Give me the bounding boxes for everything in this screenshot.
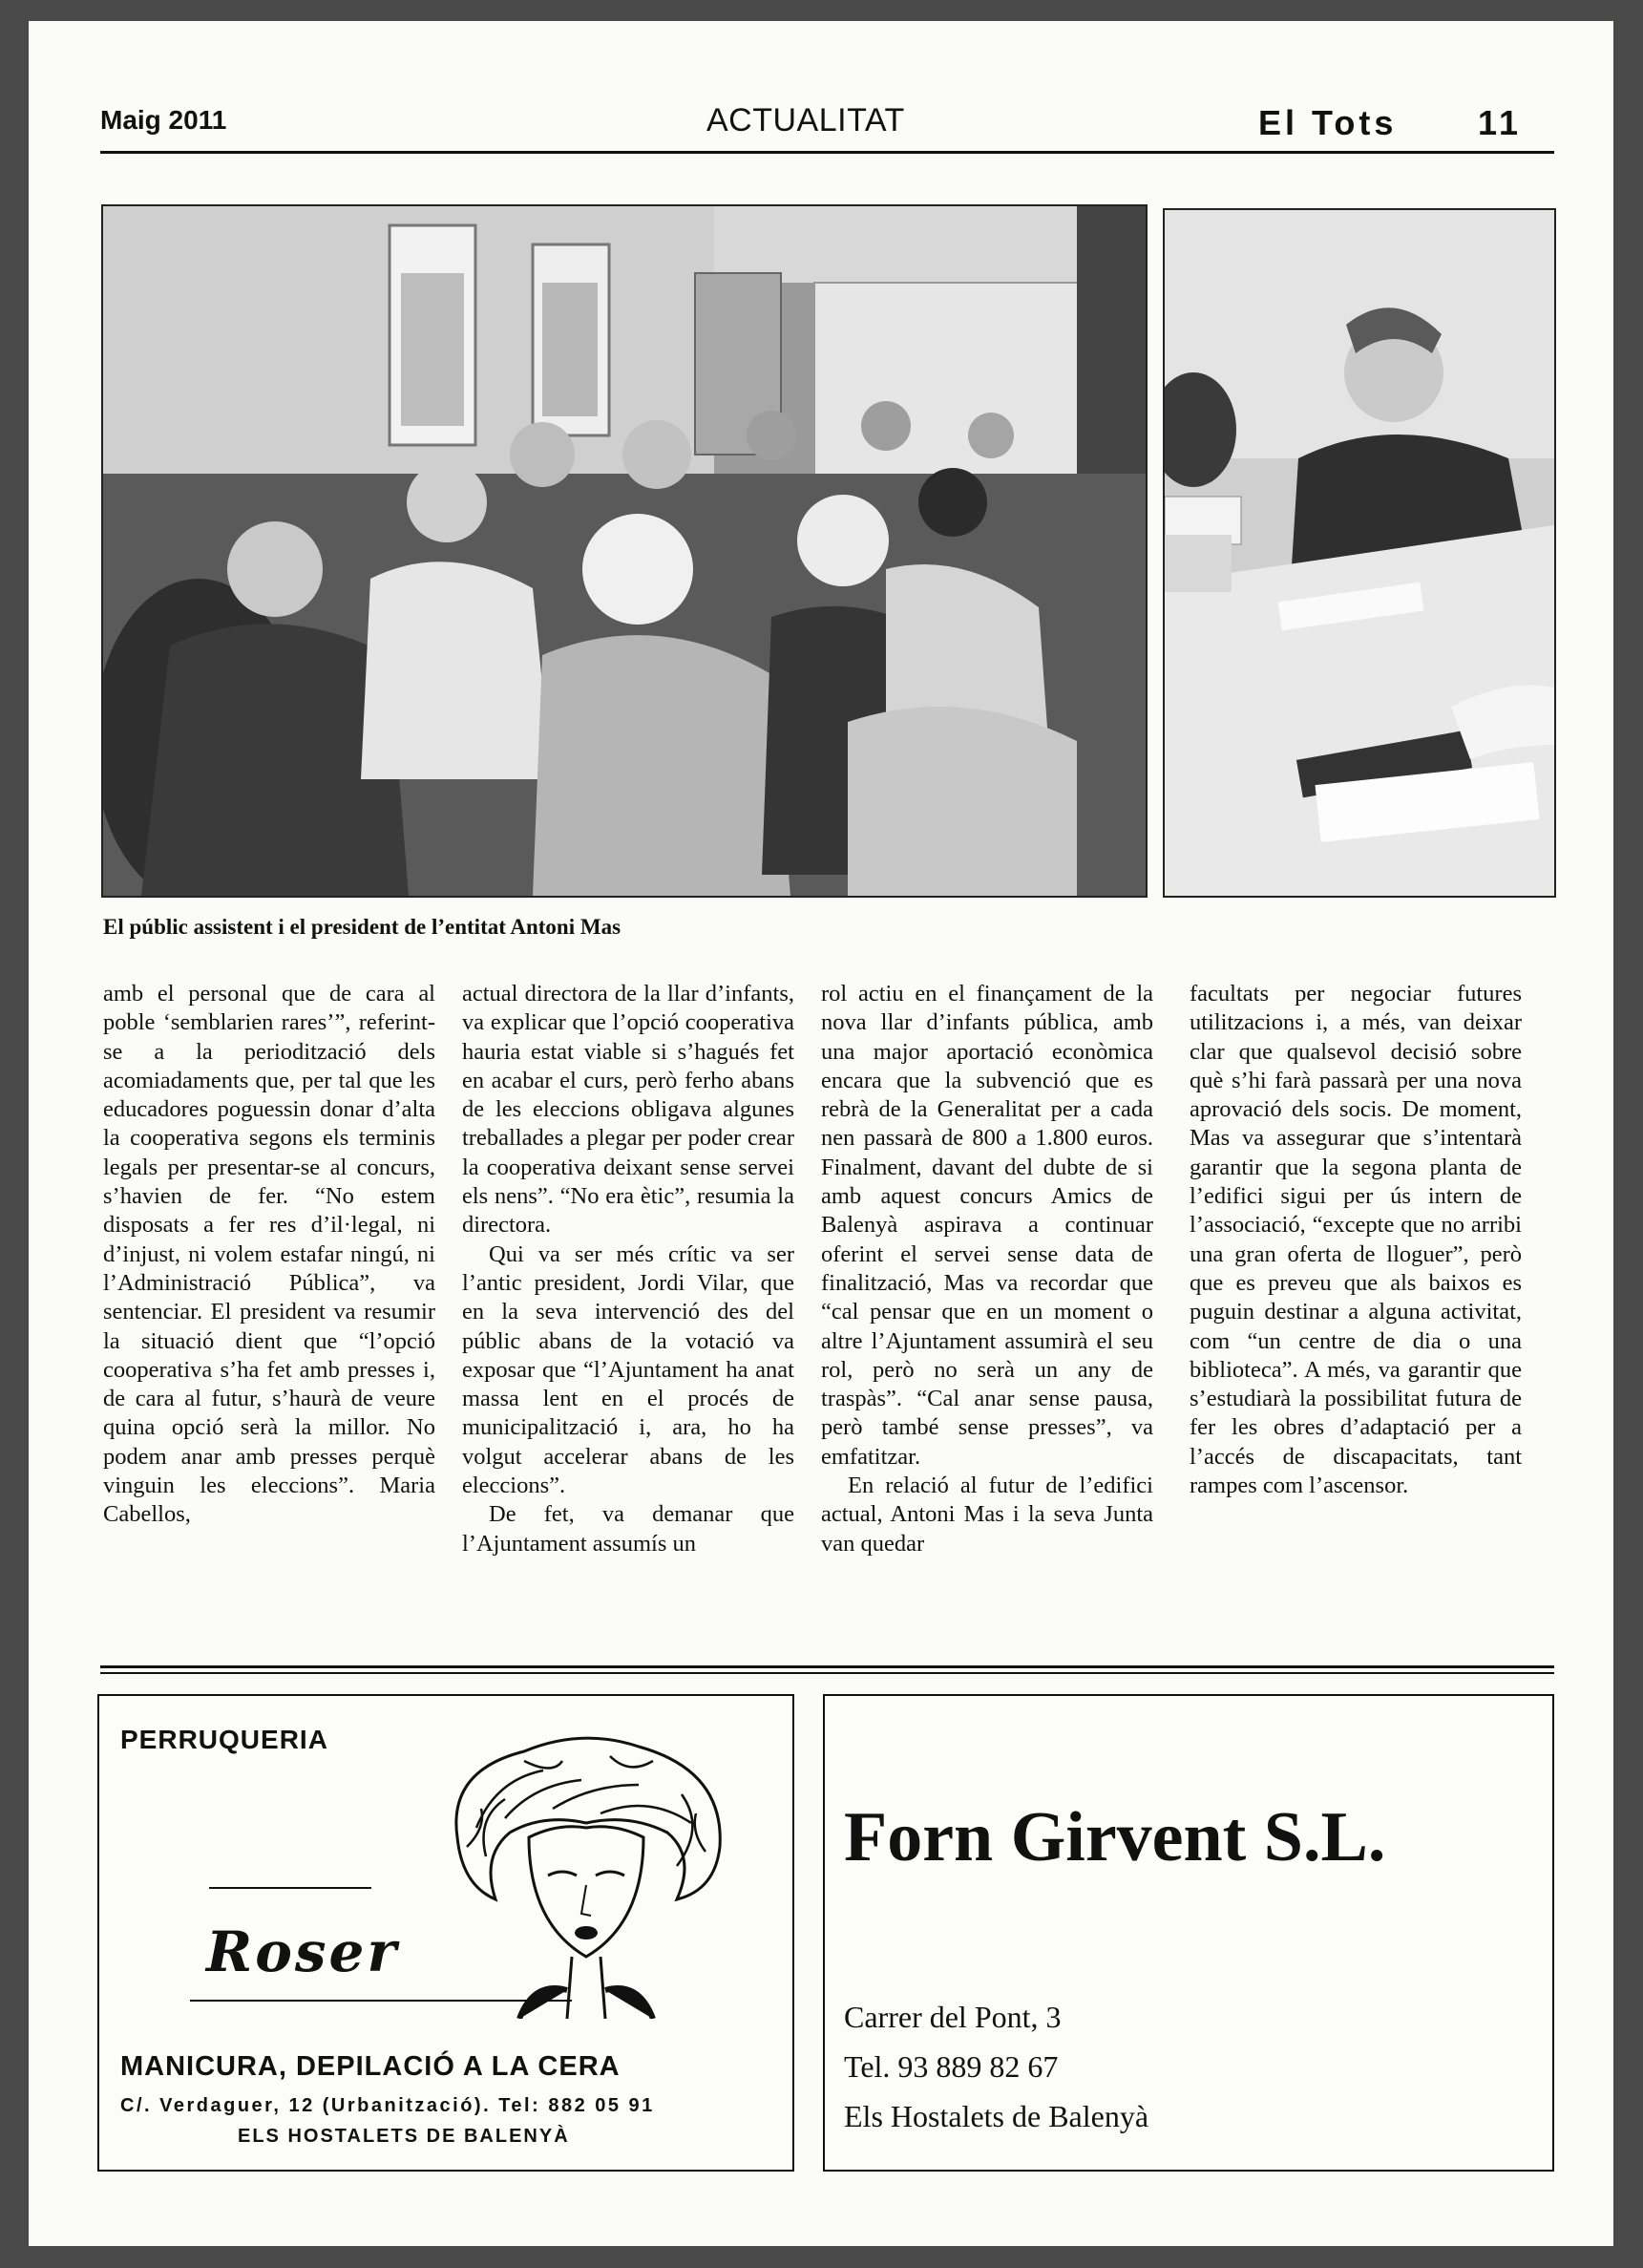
section-title: ACTUALITAT <box>706 102 905 138</box>
article-column-4 <box>1190 980 1522 1500</box>
section-divider-top <box>100 1665 1554 1668</box>
issue-date: Maig 2011 <box>100 105 227 135</box>
article-paragraph: Qui va ser més crític va ser l’antic president, Jordi Vilar, que en la seva intervenció des del públic abans de la votació va exposar que “l’Ajuntament ha anat massa lent en el procés de municipalització i, ara, ho ha volgut accelerar abans de les eleccions”. <box>462 1240 794 1499</box>
magazine-page <box>29 21 1613 2246</box>
ad-perruqueria-name: Roser <box>206 1919 399 1984</box>
article-paragraph: De fet, va demanar que l’Ajuntament assumís un <box>462 1501 794 1557</box>
audience-photo-image <box>103 206 1146 896</box>
article-paragraph: rol actiu en el finançament de la nova llar d’infants pública, amb una major aportació econòmica encara que la subvenció que es rebrà de la Generalitat per a cada nen passarà de 800 a 1.800 euros. Finalment, davant del dubte de si amb aquest concurs Amics de Balenyà aspirava a continuar oferint el servei sense data de finalització, Mas va recordar que “cal pensar que en un moment o altre l’Ajuntament assumirà el seu rol, però no serà un any de traspàs”. “Cal anar sense pausa, però també sense presses”, va emfatitzar. <box>821 981 1153 1470</box>
ad-forn-street: Carrer del Pont, 3 <box>844 2000 1062 2034</box>
woman-face-illustration <box>438 1732 734 2019</box>
ad-perruqueria-title: PERRUQUERIA <box>120 1725 328 1754</box>
president-photo-image <box>1165 210 1554 896</box>
ad-forn-business-name: Forn Girvent S.L. <box>844 1798 1386 1876</box>
page-number: 11 <box>1478 103 1523 142</box>
photo-caption: El públic assistent i el president de l’entitat Antoni Mas <box>103 915 621 939</box>
article-column-1 <box>103 980 435 1530</box>
ad-forn-girvent <box>823 1694 1554 2172</box>
article-paragraph: En relació al futur de l’edifici actual, Antoni Mas i la seva Junta van quedar <box>821 1473 1153 1557</box>
woman-face-icon <box>438 1732 734 2019</box>
article-paragraph: actual directora de la llar d’infants, va explicar que l’opció cooperativa hauria estat viable si s’hagués fet en acabar el curs, però ferho abans de les eleccions obligava algunes treballades a plegar per poder crear la cooperativa deixant sense servei els nens”. “No era ètic”, resumia la directora. <box>462 981 794 1239</box>
audience-photo <box>101 204 1148 898</box>
header-rule <box>100 151 1554 154</box>
president-photo <box>1163 208 1556 898</box>
ad-perruqueria <box>97 1694 794 2172</box>
article-paragraph: facultats per negociar futures utilitzacions i, a més, van deixar clar que qualsevol decisió sobre què s’hi farà passarà per una nova aprovació dels socis. De moment, Mas va assegurar que s’intentarà garantir que la segona planta de l’edifici sigui per ús intern de l’associació, “excepte que no arribi una gran oferta de lloguer”, però que es preveu que als baixos es puguin destinar a alguna activitat, com “un centre de dia o una biblioteca”. A més, va garantir que s’estudiarà la possibilitat futura de fer les obres d’adaptació per a l’accés de discapacitats, tant rampes com l’ascensor. <box>1190 981 1522 1499</box>
ad-perruqueria-services: MANICURA, DEPILACIÓ A LA CERA <box>120 2051 621 2082</box>
ad-decor-line <box>209 1887 371 1889</box>
article-paragraph: amb el personal que de cara al poble ‘semblarien rares’”, referint-se a la periodització dels acomiadaments que, per tal que les educadores poguessin donar d’alta la cooperativa segons els terminis legals per presentar-se al concurs, s’havien de fer. “No estem disposats a fer res d’il·legal, ni d’injust, ni volem estafar ningú, ni l’Administració Pública”, va sentenciar. El president va resumir la situació dient que “l’opció cooperativa s’ha fet amb presses i, de cara al futur, s’haurà de veure quina opció serà la millor. No podem anar amb presses perquè vinguin les eleccions”. Maria Cabellos, <box>103 981 435 1528</box>
ad-forn-town: Els Hostalets de Balenyà <box>844 2099 1149 2133</box>
ad-perruqueria-town: ELS HOSTALETS DE BALENYÀ <box>238 2126 570 2147</box>
article-column-3 <box>821 980 1153 1558</box>
publication-name: El Tots <box>1258 103 1398 142</box>
ad-forn-phone: Tel. 93 889 82 67 <box>844 2049 1059 2084</box>
section-divider-bottom <box>100 1672 1554 1674</box>
ad-perruqueria-address: C/. Verdaguer, 12 (Urbanització). Tel: 882 05 91 <box>120 2095 655 2116</box>
article-column-2 <box>462 980 794 1558</box>
